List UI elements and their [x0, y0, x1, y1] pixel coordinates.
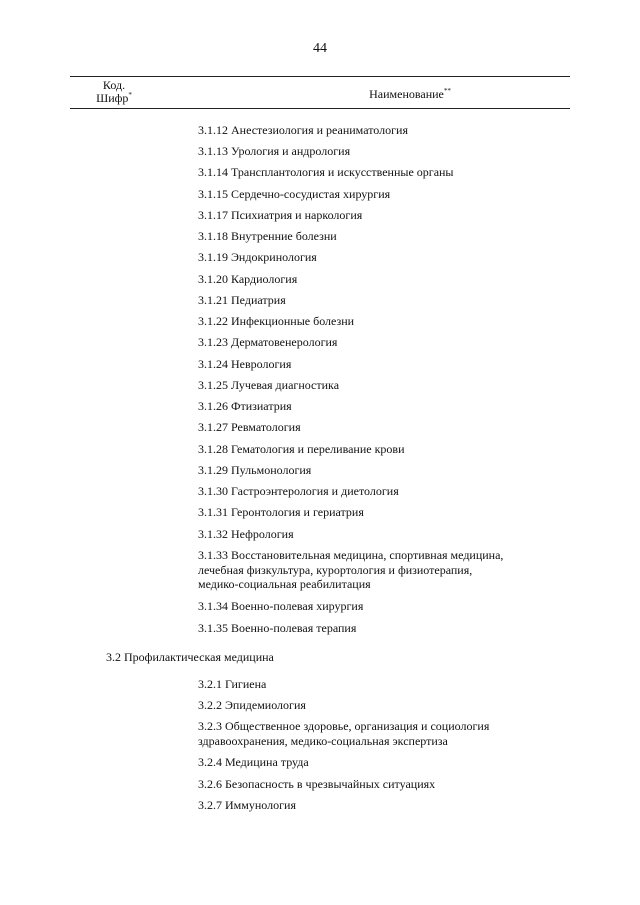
column-header-name [270, 87, 550, 102]
list-item: 3.1.30 Гастроэнтерология и диетология [198, 484, 399, 498]
list-item: 3.1.28 Гематология и переливание крови [198, 442, 405, 456]
list-item: 3.1.31 Геронтология и гериатрия [198, 505, 364, 519]
list-item: лечебная физкультура, курортология и физиотерапия, [198, 563, 473, 577]
list-item: 3.2.7 Иммунология [198, 798, 296, 812]
code-label: Код. [102, 78, 126, 92]
list-item: 3.1.21 Педиатрия [198, 293, 286, 307]
list-item: 3.1.14 Трансплантология и искусственные органы [198, 165, 454, 179]
name-label: Наименование [369, 87, 444, 101]
list-item: медико-социальная реабилитация [198, 577, 371, 591]
cipher-label: Шифр [96, 91, 129, 105]
list-item: 3.1.12 Анестезиология и реаниматология [198, 123, 408, 137]
list-item: 3.1.20 Кардиология [198, 272, 298, 286]
list-item: 3.1.32 Нефрология [198, 527, 294, 541]
list-item: здравоохранения, медико-социальная экспертиза [198, 734, 448, 748]
list-item: 3.1.17 Психиатрия и наркология [198, 208, 363, 222]
page-number: 44 [313, 41, 327, 56]
list-item: 3.1.33 Восстановительная медицина, спортивная медицина, [198, 548, 504, 562]
list-item: 3.2.4 Медицина труда [198, 755, 309, 769]
list-item: 3.1.26 Фтизиатрия [198, 399, 292, 413]
list-item: 3.1.25 Лучевая диагностика [198, 378, 340, 392]
list-item: 3.1.23 Дерматовенерология [198, 335, 338, 349]
table-header [70, 76, 570, 109]
cipher-label-line [84, 92, 144, 105]
list-item: 3.1.18 Внутренние болезни [198, 229, 337, 243]
footnote-mark: * [128, 91, 132, 99]
list-item: 3.2.6 Безопасность в чрезвычайных ситуациях [198, 777, 436, 791]
section-heading: 3.2 Профилактическая медицина [106, 650, 274, 664]
list-item: 3.2.2 Эпидемиология [198, 698, 306, 712]
list-item: 3.1.27 Ревматология [198, 420, 301, 434]
list-item: 3.2.3 Общественное здоровье, организация и социология [198, 719, 490, 733]
list-item: 3.1.34 Военно-полевая хирургия [198, 599, 364, 613]
list-item: 3.2.1 Гигиена [198, 677, 267, 691]
list-item: 3.1.22 Инфекционные болезни [198, 314, 355, 328]
footnote-mark: ** [443, 87, 451, 95]
list-item: 3.1.15 Сердечно-сосудистая хирургия [198, 187, 391, 201]
list-item: 3.1.24 Неврология [198, 357, 292, 371]
list-item: 3.1.35 Военно-полевая терапия [198, 621, 357, 635]
list-item: 3.1.29 Пульмонология [198, 463, 312, 477]
column-header-code [84, 79, 144, 105]
list-item: 3.1.19 Эндокринология [198, 250, 317, 264]
list-item: 3.1.13 Урология и андрология [198, 144, 351, 158]
